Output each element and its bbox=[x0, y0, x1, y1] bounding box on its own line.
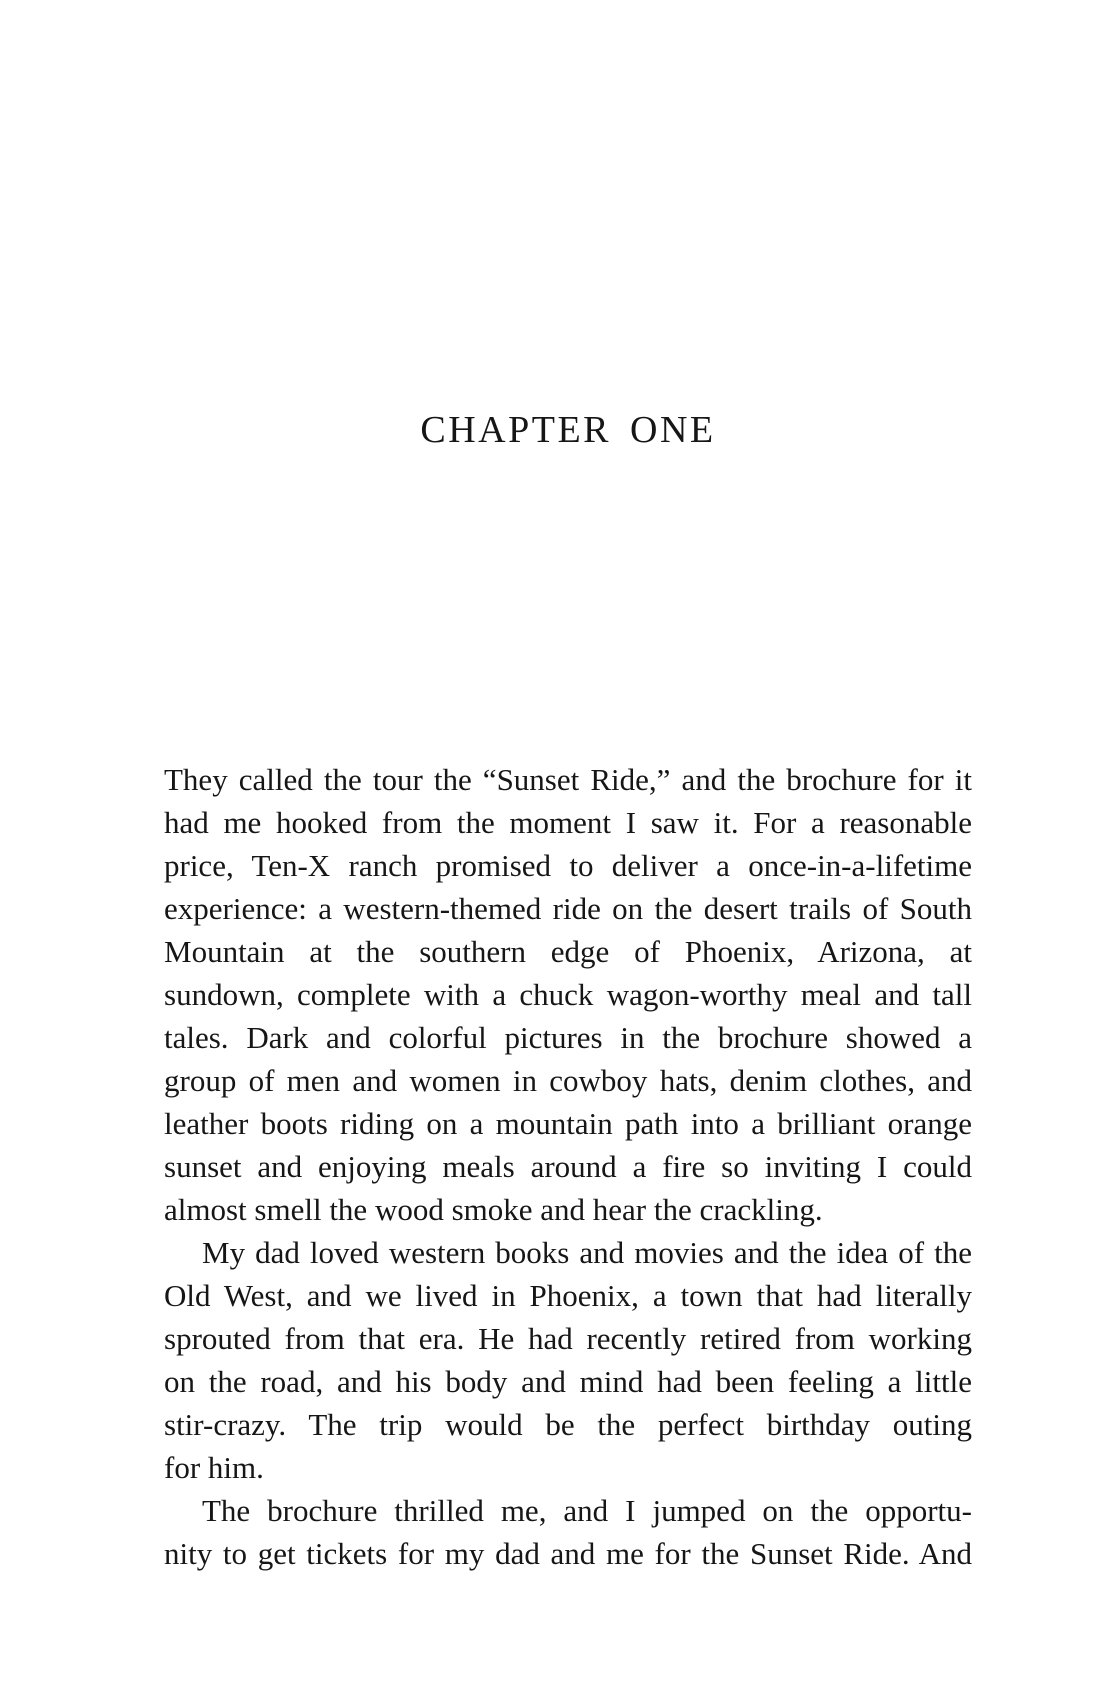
text-line: had me hooked from the moment I saw it. For a reasonable bbox=[164, 805, 972, 840]
text-line: price, Ten-X ranch promised to deliver a once-in-a-lifetime bbox=[164, 848, 972, 883]
text-line: stir-crazy. The trip would be the perfect birthday outing bbox=[164, 1407, 972, 1442]
chapter-heading: CHAPTER ONE bbox=[420, 409, 716, 451]
text-line: tales. Dark and colorful pictures in the brochure showed a bbox=[164, 1020, 972, 1055]
paragraph bbox=[164, 758, 972, 1231]
text-line: on the road, and his body and mind had been feeling a little bbox=[164, 1364, 972, 1399]
text-line: Old West, and we lived in Phoenix, a town that had literally bbox=[164, 1278, 972, 1313]
text-line: sunset and enjoying meals around a fire so inviting I could bbox=[164, 1149, 972, 1184]
text-line: Mountain at the southern edge of Phoenix, Arizona, at bbox=[164, 934, 972, 969]
text-line: experience: a western-themed ride on the desert trails of South bbox=[164, 891, 972, 926]
text-line: nity to get tickets for my dad and me for the Sunset Ride. And bbox=[164, 1536, 972, 1571]
chapter-body bbox=[164, 758, 972, 1575]
text-line: The brochure thrilled me, and I jumped on the opportu- bbox=[202, 1493, 972, 1528]
text-line: sprouted from that era. He had recently retired from working bbox=[164, 1321, 972, 1356]
paragraph bbox=[164, 1231, 972, 1489]
text-line: sundown, complete with a chuck wagon-worthy meal and tall bbox=[164, 977, 972, 1012]
paragraph bbox=[164, 1489, 972, 1575]
text-line: My dad loved western books and movies and the idea of the bbox=[202, 1235, 972, 1270]
text-line: They called the tour the “Sunset Ride,” and the brochure for it bbox=[164, 762, 972, 797]
text-line: group of men and women in cowboy hats, denim clothes, and bbox=[164, 1063, 972, 1098]
text-line: almost smell the wood smoke and hear the crackling. bbox=[164, 1192, 823, 1227]
text-line: leather boots riding on a mountain path into a brilliant orange bbox=[164, 1106, 972, 1141]
text-line: for him. bbox=[164, 1450, 264, 1485]
